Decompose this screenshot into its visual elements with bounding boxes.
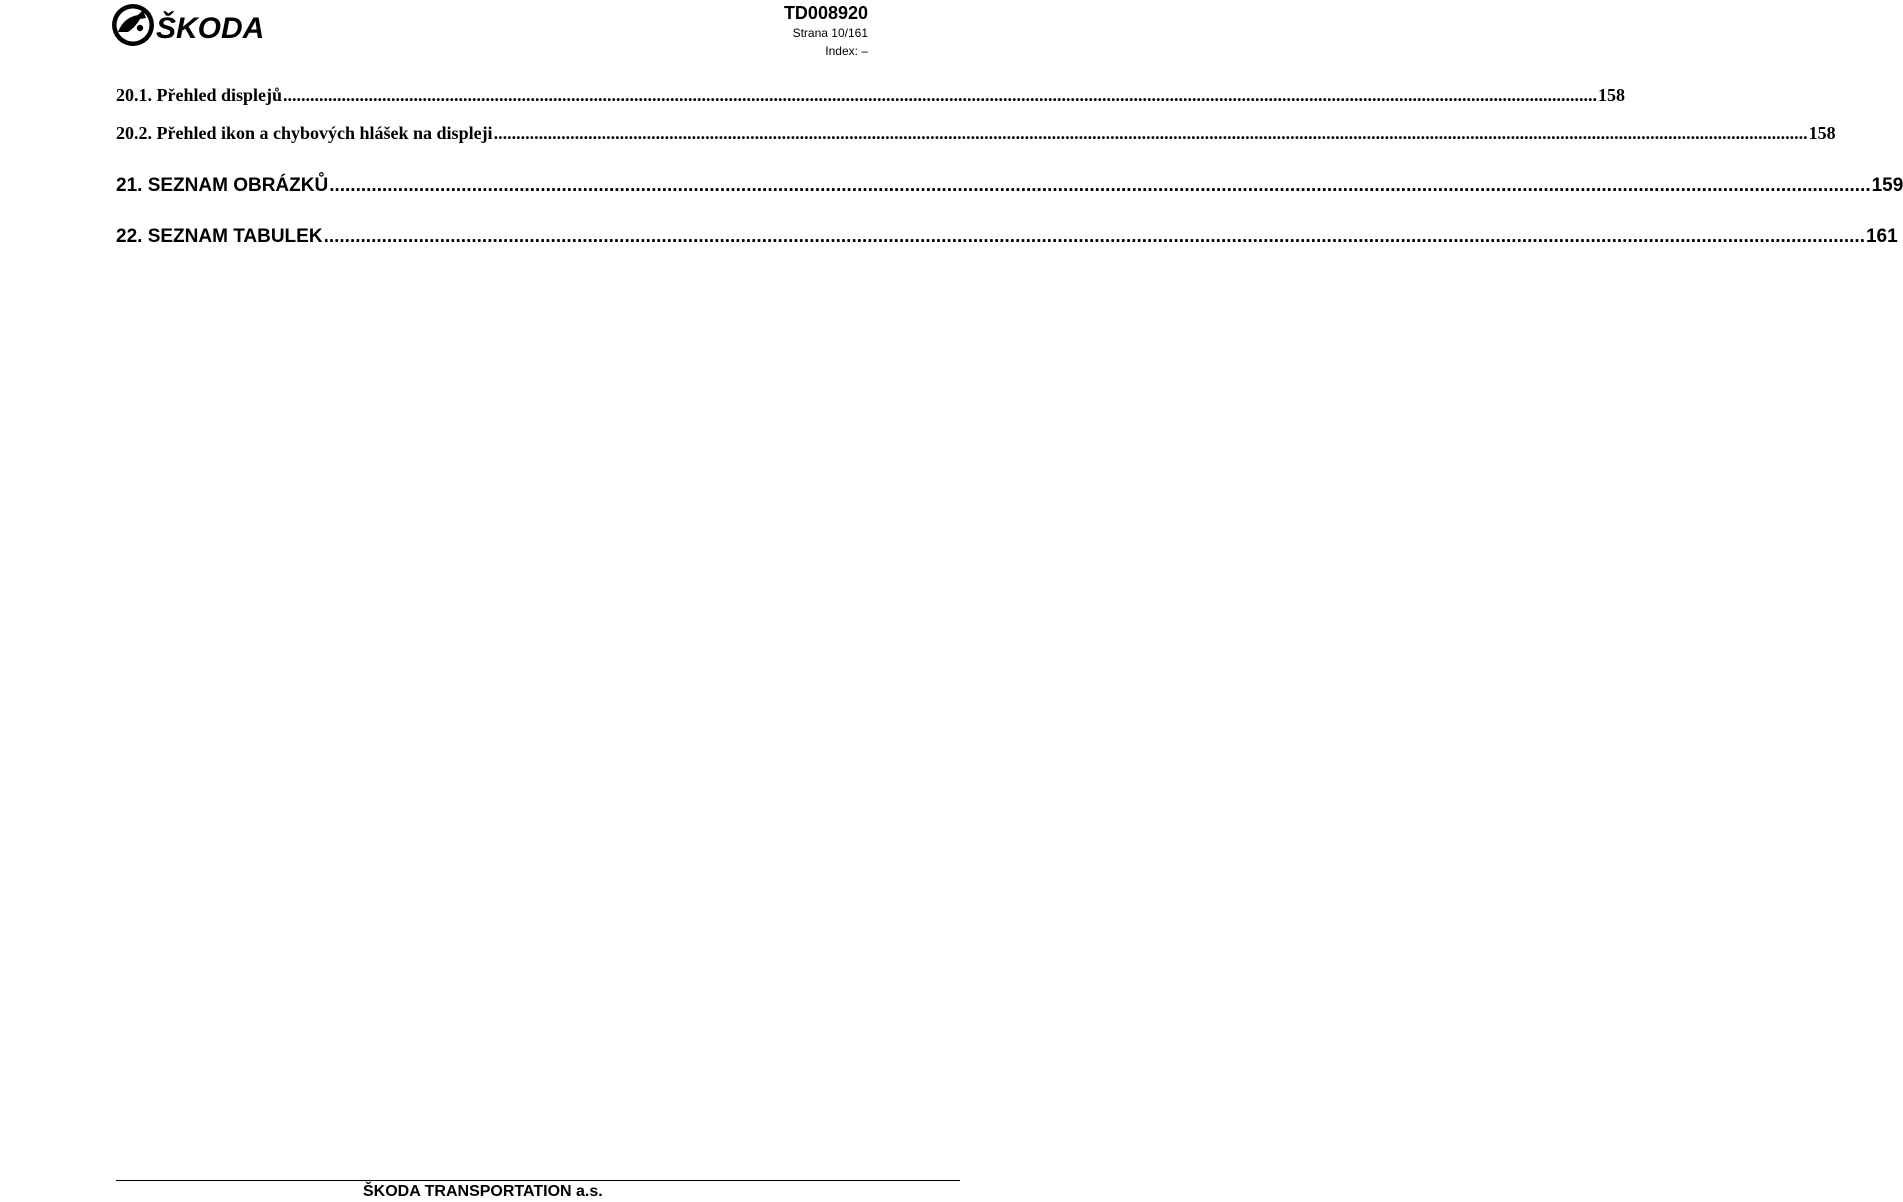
revision-index: Index: –	[825, 44, 868, 58]
toc-entry-title: 21. SEZNAM OBRÁZKŮ	[116, 175, 329, 196]
skoda-winged-arrow-icon	[112, 4, 154, 46]
skoda-logo	[110, 2, 265, 48]
wordmark-text: ŠKODA	[156, 12, 265, 45]
toc-entry-page: 161	[1865, 226, 1898, 247]
toc-dot-leader	[324, 224, 1865, 250]
toc-entry[interactable]	[116, 173, 1903, 199]
document-id: TD008920	[783, 3, 868, 23]
toc-entry[interactable]	[116, 82, 1626, 108]
toc-entry-title: 20.1. Přehled displejů	[116, 85, 283, 105]
toc-dot-leader	[283, 82, 1597, 108]
toc-entry-page: 158	[1598, 85, 1626, 105]
toc-entry-title: 20.2. Přehled ikon a chybových hlášek na displeji	[116, 123, 493, 143]
footer-company: ŠKODA TRANSPORTATION a.s.	[363, 1183, 603, 1200]
header-info	[784, 2, 868, 60]
toc-entry[interactable]	[116, 224, 1898, 250]
toc-entry[interactable]	[116, 120, 1836, 146]
toc-dot-leader	[329, 173, 1870, 199]
toc-entry-title: 22. SEZNAM TABULEK	[116, 226, 323, 247]
skoda-wordmark	[156, 6, 265, 46]
page-header	[0, 0, 960, 70]
toc-entry-page: 159	[1871, 175, 1903, 196]
footer-divider	[116, 1180, 960, 1181]
toc-dot-leader	[494, 120, 1808, 146]
page-number: Strana 10/161	[792, 26, 868, 40]
toc-entry-page: 158	[1808, 123, 1836, 143]
